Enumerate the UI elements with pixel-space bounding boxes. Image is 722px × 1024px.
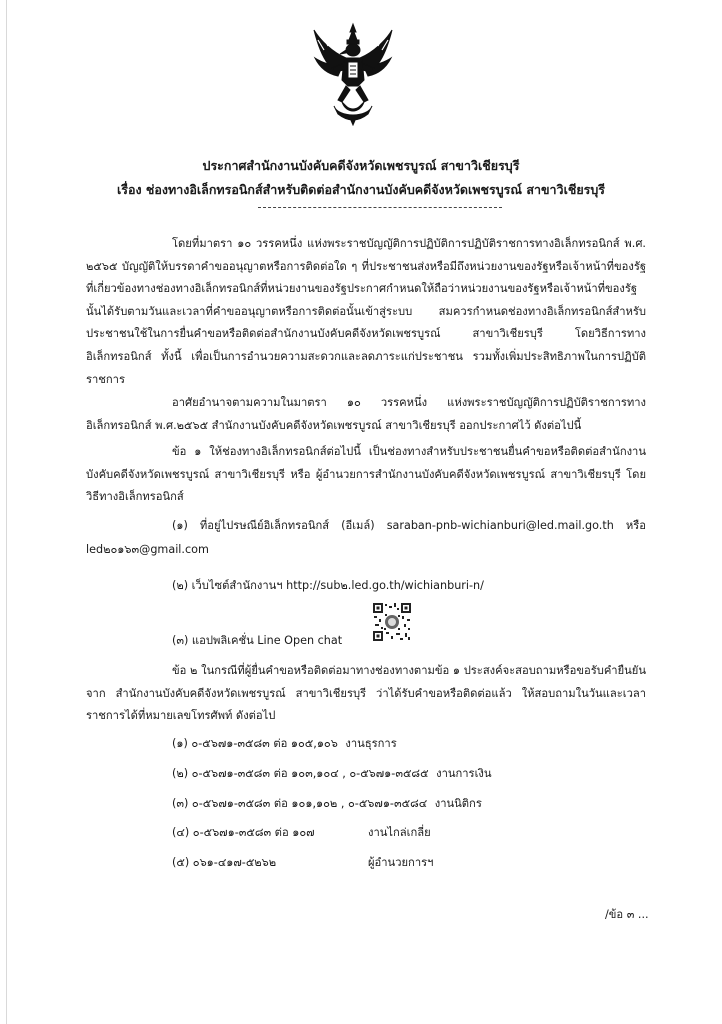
phone-department: ผู้อำนวยการฯ <box>368 856 434 869</box>
paragraph-clause-2: ข้อ ๒ ในกรณีที่ผู้ยื่นคำขอหรือติดต่อมาทางช่องทางตามข้อ ๑ ประสงค์จะสอบถามหรือขอรับคำยืนยันจาก สำนักงานบังคับคดีจังหวัดเพชรบูรณ์ สาขาวิเชียรบุรี ว่าได้รับคำขอหรือติดต่อแล้ว ให้สอบถามในวันและเวลาราชการได้ที่หมายเลขโทรศัพท์ ดังต่อไป <box>86 664 646 723</box>
phone-entry <box>172 763 492 785</box>
announcement-subject: เรื่อง ช่องทางอิเล็กทรอนิกส์สำหรับติดต่อสำนักงานบังคับคดีจังหวัดเพชรบูรณ์ สาขาวิเชียรบุรี <box>116 182 606 197</box>
channel-line: (๓) แอปพลิเคชั่น Line Open chat <box>172 634 343 647</box>
paragraph-authority: อาศัยอำนาจตามความในมาตรา ๑๐ วรรคหนึ่ง แห่งพระราชบัญญัติการปฏิบัติราชการทางอิเล็กทรอนิกส์ พ.ศ.๒๕๖๕ สำนักงานบังคับคดีจังหวัดเพชรบูรณ์ สาขาวิเชียรบุรี ออกประกาศไว้ ดังต่อไปนี้ <box>86 396 646 432</box>
scan-edge-line <box>6 0 7 1024</box>
phone-entry <box>172 852 472 874</box>
website-link[interactable]: http://sub๒.led.go.th/wichianburi-n/ <box>286 579 484 592</box>
phone-department: งานการเงิน <box>436 767 492 780</box>
phone-number[interactable]: (๕) ๐๖๑-๔๑๗-๕๒๖๒ <box>172 856 277 869</box>
phone-entry <box>172 733 397 755</box>
phone-number[interactable]: (๓) ๐-๕๖๗๑-๓๕๘๓ ต่อ ๑๐๑,๑๐๒ , ๐-๕๖๗๑-๓๕๘๔ <box>172 797 428 810</box>
channel-email-label: (๑) ที่อยู่ไปรษณีย์อิเล็กทรอนิกส์ (อีเมล์) <box>172 519 375 532</box>
phone-department: งานนิติกร <box>434 797 482 810</box>
phone-number[interactable]: (๔) ๐-๕๖๗๑-๓๕๘๓ ต่อ ๑๐๗ <box>172 826 315 839</box>
channel-email-or: หรือ <box>625 519 646 532</box>
email-link-secondary[interactable]: led๒๐๑๖๓@gmail.com <box>86 543 209 556</box>
phone-number[interactable]: (๑) ๐-๕๖๗๑-๓๕๘๓ ต่อ ๑๐๕,๑๐๖ <box>172 737 338 750</box>
channel-website <box>172 575 484 597</box>
title-divider <box>258 207 502 208</box>
phone-number[interactable]: (๒) ๐-๕๖๗๑-๓๕๘๓ ต่อ ๑๐๓,๑๐๔ , ๐-๕๖๗๑-๓๕๘๕ <box>172 767 429 780</box>
phone-entry <box>172 822 472 844</box>
channel-email <box>172 515 646 537</box>
page-continuation: /ข้อ ๓ ... <box>605 908 649 921</box>
garuda-emblem-icon <box>312 22 394 126</box>
paragraph-preamble: โดยที่มาตรา ๑๐ วรรคหนึ่ง แห่งพระราชบัญญัติการปฏิบัติการปฏิบัติราชการทางอิเล็กทรอนิกส์ พ.ศ. ๒๕๖๕ บัญญัติให้บรรดาคำขออนุญาตหรือการติดต่อใด ๆ ที่ประชาชนส่งหรือมีถึงหน่วยงานของรัฐหรือเจ้าหน้าที่ของรัฐที่เกี่ยวข้องทางช่องทางอิเล็กทรอนิกส์ที่หน่วยงานของรัฐประกาศกำหนดให้ถือว่าหน่วยงานของรัฐหรือเจ้าหน้าที่ของรัฐนั้นได้รับตามวันและเวลาที่คำขออนุญาตหรือการติดต่อนั้นเข้าสู่ระบบ สมควรกำหนดช่องทางอิเล็กทรอนิกส์สำหรับประชาชนใช้ในการยื่นคำขอหรือติดต่อสำนักงานบังคับคดีจังหวัดเพชรบูรณ์ สาขาวิเชียรบุรี โดยวิธีการทางอิเล็กทรอนิกส์ ทั้งนี้ เพื่อเป็นการอำนวยความสะดวกและลดภาระแก่ประชาชน รวมทั้งเพิ่มประสิทธิภาพในการปฏิบัติราชการ <box>86 237 646 386</box>
channel-website-label: (๒) เว็บไซต์สำนักงานฯ <box>172 579 283 592</box>
qr-code-icon[interactable] <box>372 602 412 642</box>
phone-department: งานไกล่เกลี่ย <box>368 826 431 839</box>
phone-entry <box>172 793 482 815</box>
email-link-primary[interactable]: saraban-pnb-wichianburi@led.mail.go.th <box>386 519 614 532</box>
paragraph-clause-1: ข้อ ๑ ให้ช่องทางอิเล็กทรอนิกส์ต่อไปนี้ เป็นช่องทางสำหรับประชาชนยื่นคำขอหรือติดต่อสำนักงานบังคับคดีจังหวัดเพชรบูรณ์ สาขาวิเชียรบุรี หรือ ผู้อำนวยการสำนักงานบังคับคดีจังหวัดเพชรบูรณ์ สาขาวิเชียรบุรี โดยวิธีทางอิเล็กทรอนิกส์ <box>86 445 646 504</box>
phone-department: งานธุรการ <box>345 737 397 750</box>
announcement-title: ประกาศสำนักงานบังคับคดีจังหวัดเพชรบูรณ์ สาขาวิเชียรบุรี <box>202 158 520 173</box>
